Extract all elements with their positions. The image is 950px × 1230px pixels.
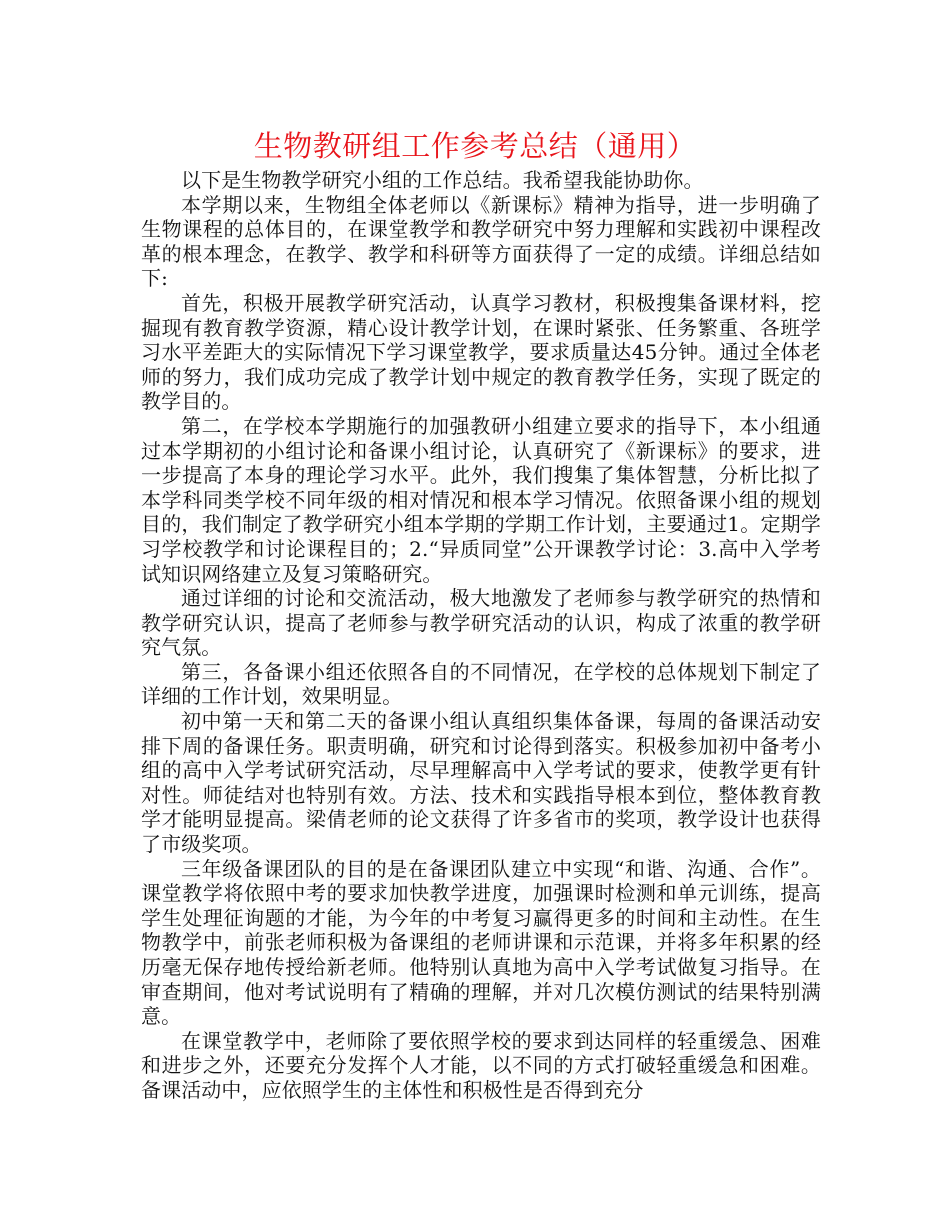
paragraph-overview: 本学期以来，生物组全体老师以《新课标》精神为指导，进一步明确了生物课程的总体目的，在课堂教学和教学研究中努力理解和实践初中课程改革的根本理念，在教学、教学和科研等方面获得了一定的成绩。详细总结如下:	[141, 192, 821, 291]
paragraph-grade-three: 三年级备课团队的目的是在备课团队建立中实现“和谐、沟通、合作”。课堂教学将依照中考的要求加快教学进度，加强课时检测和单元训练，提高学生处理征询题的才能，为今年的中考复习赢得更多的时间和主动性。在生物教学中，前张老师积极为备课组的老师讲课和示范课，并将多年积累的经历毫无保存地传授给新老师。他特别认真地为高中入学考试做复习指导。在审查期间，他对考试说明有了精确的理解，并对几次模仿测试的结果特别满意。	[141, 856, 821, 1029]
paragraph-first: 首先，积极开展教学研究活动，认真学习教材，积极搜集备课材料，挖掘现有教育教学资源，精心设计教学计划，在课时紧张、任务繁重、各班学习水平差距大的实际情况下学习课堂教学，要求质量达45分钟。通过全体老师的努力，我们成功完成了教学计划中规定的教育教学任务，实现了既定的教学目的。	[141, 290, 821, 414]
paragraph-discussion: 通过详细的讨论和交流活动，极大地激发了老师参与教学研究的热情和教学研究认识，提高了老师参与教学研究活动的认识，构成了浓重的教学研究气氛。	[141, 586, 821, 660]
paragraph-second: 第二，在学校本学期施行的加强教研小组建立要求的指导下，本小组通过本学期初的小组讨论和备课小组讨论，认真研究了《新课标》的要求，进一步提高了本身的理论学习水平。此外，我们搜集了集体智慧，分析比拟了本学科同类学校不同年级的相对情况和根本学习情况。依照备课小组的规划目的，我们制定了教学研究小组本学期的学期工作计划，主要通过1。定期学习学校教学和讨论课程目的；2.“异质同堂”公开课教学讨论：3.高中入学考试知识网络建立及复习策略研究。	[141, 413, 821, 586]
paragraph-classroom: 在课堂教学中，老师除了要依照学校的要求到达同样的轻重缓急、困难和进步之外，还要充分发挥个人才能，以不同的方式打破轻重缓急和困难。备课活动中，应依照学生的主体性和积极性是否得到充分	[141, 1028, 821, 1102]
document-title: 生物教研组工作参考总结（通用）	[253, 129, 697, 163]
paragraph-intro: 以下是生物教学研究小组的工作总结。我希望我能协助你。	[181, 168, 704, 192]
paragraph-junior-groups: 初中第一天和第二天的备课小组认真组织集体备课，每周的备课活动安排下周的备课任务。职责明确，研究和讨论得到落实。积极参加初中备考小组的高中入学考试研究活动，尽早理解高中入学考试的要求，使教学更有针对性。师徒结对也特别有效。方法、技术和实践指导根本到位，整体教育教学才能明显提高。梁倩老师的论文获得了许多省市的奖项，教学设计也获得了市级奖项。	[141, 709, 821, 857]
document-body	[141, 168, 821, 1103]
paragraph-third: 第三，各备课小组还依照各自的不同情况，在学校的总体规划下制定了详细的工作计划，效果明显。	[141, 659, 821, 709]
